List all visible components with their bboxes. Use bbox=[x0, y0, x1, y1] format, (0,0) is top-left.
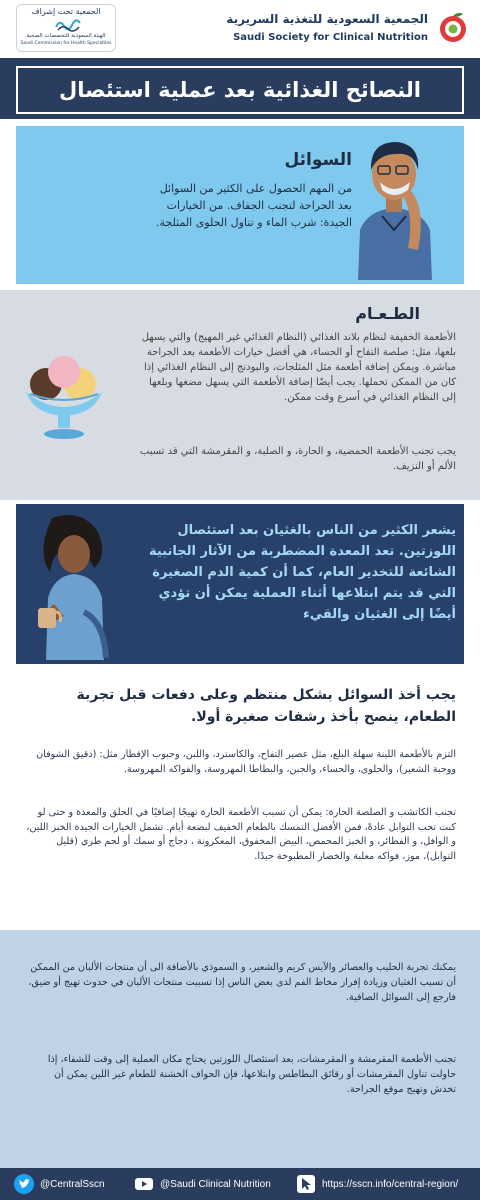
dairy-body-2: تجنب الأطعمة المقرمشة و المقرمشات، بعد استئصال اللوزتين يحتاج مكان العملية إلى وقت للشفاء، إذا حاولت تناول المقرمشات أو رقائق البطاطس وابتلاعها، فإن الحواف الخشنة للطعام غير اللين يمكن أن تخدش وتهيج موقع الجراحة. bbox=[47, 1054, 456, 1095]
youtube-channel: @Saudi Clinical Nutrition bbox=[160, 1178, 271, 1190]
supervision-label: الجمعية تحت إشراف bbox=[31, 7, 101, 16]
fluids-section bbox=[0, 122, 480, 290]
youtube-link[interactable] bbox=[134, 1174, 271, 1194]
footer bbox=[0, 1168, 480, 1200]
title-frame bbox=[16, 66, 464, 114]
title-band bbox=[0, 58, 480, 122]
gradual-section bbox=[0, 670, 480, 930]
sscn-logo bbox=[226, 8, 470, 52]
scfhs-name-en: Saudi Commission for Health Specialties bbox=[20, 41, 112, 46]
food-body-2: يجب تجنب الأطعمة الحمضية، و الحارة، و الصلبة، و المقرمشة التي قد تسبب الألم أو النزيف. bbox=[139, 446, 456, 472]
food-section bbox=[0, 290, 480, 500]
dairy-body-1: يمكنك تجربة الحليب والعصائر والآيس كريم والشعير، و السموذي بالأضافة الى أن منتجات الألبان من الممكن أن تسبب الغثيان وزيادة إفراز مخاط الفم لدى بعض الناس إذا تسببت منتجات الألبان في حدوث تهيج أو ضيق، فارجع إلى السوائل الصافية. bbox=[28, 962, 456, 1003]
gradual-body-1: التزم بالأطعمة اللينة سهلة البلع، مثل عصير التفاح، والكاسترد، واللبن، وحبوب الإفطار مثل: (دقيق الشوفان ووجبة الشعير)، والحلوى، والحساء، والجبن، والبطاطا المهروسة، والفواكه المهروسة. bbox=[36, 749, 456, 775]
food-body-1: الأطعمة الخفيفة لنظام بلاند الغذائي (النظام الغذائي غير المهيج) والتي يسهل بلعها، مثل: صلصة التفاح أو الحساء، هي أفضل خيارات الأطعمة بعد الجراحة مباشرة. ويمكن إضافة أطعمة مثل المثلجات، والبودنج إلى النظام الغذائي إذا كان من الممكن تحملها. يجب أيضًا إضافة الأطعمة التي يسهل مضغها وبلعها إلى النظام الغذائي في أسرع وقت ممكن. bbox=[141, 332, 456, 403]
cursor-icon bbox=[296, 1174, 316, 1194]
ice-cream-bowl-illustration bbox=[24, 352, 104, 442]
twitter-icon bbox=[14, 1174, 34, 1194]
website-link[interactable] bbox=[296, 1174, 458, 1194]
nausea-section bbox=[0, 500, 480, 670]
website-url: https://sscn.info/central-region/ bbox=[322, 1178, 459, 1190]
sscn-apple-icon bbox=[436, 10, 470, 44]
food-heading: الطـعـام bbox=[355, 304, 420, 323]
page-title: النصائح الغذائية بعد عملية استئصال bbox=[59, 78, 421, 102]
scfhs-wave-icon bbox=[55, 18, 81, 32]
dairy-section bbox=[0, 930, 480, 1168]
scfhs-logo bbox=[16, 4, 116, 52]
nausea-body: يشعر الكثير من الناس بالغثيان بعد استئصال اللوزتين. تعد المعدة المضطربة من الآثار الجانبية الشائعة للتخدير العام، كما أن كمية الدم الصغيرة التي قد يتم ابتلاعها أثناء العملية يمكن أن تؤدي أيضًا إلى الغثيان والقيء bbox=[148, 523, 456, 622]
header bbox=[0, 0, 480, 58]
twitter-handle: @CentralSscn bbox=[40, 1178, 105, 1190]
sick-person-illustration bbox=[24, 512, 124, 660]
scfhs-name-ar: الهيئة السعودية للتخصصات الصحية bbox=[26, 33, 106, 39]
drinking-person-illustration bbox=[338, 130, 450, 280]
gradual-heading: يجب أخذ السوائل بشكل منتظم وعلى دفعات قبل تجربة الطعام، ينصح بأخذ رشفات صغيرة أولا. bbox=[76, 687, 456, 725]
fluids-heading: السوائل bbox=[284, 150, 352, 170]
fluids-body: من المهم الحصول على الكثير من السوائل بعد الجراحة لتجنب الجفاف. من الخيارات الجيدة: شرب الماء و تناول الحلوى المثلجة. bbox=[156, 182, 352, 229]
gradual-body-2: تجنب الكاتشب و الصلصة الحارة: يمكن أن تسبب الأطعمة الحارة تهيجًا إضافيًا في الحلق والمعدة و حتى لو كنت تحب التوابل عادةً، فمن الأفضل التمسك بالطعام الخفيف لبضعة أيام. تشمل الخيارات الجيدة الخبز اللين، و الوافل، و الفطائر، و الخبز المحمص، البيض المخفوق، المعكرونة ، دجاج أو سمك أو لحم طري (قليل التوابل)، موز، فواكه معلبة والخضار المطبوخة جيدًا. bbox=[26, 807, 456, 862]
youtube-icon bbox=[134, 1174, 154, 1194]
org-name-ar: الجمعية السعودية للتغذية السريرية bbox=[226, 12, 428, 26]
org-name-en: Saudi Society for Clinical Nutrition bbox=[233, 32, 428, 43]
twitter-link[interactable] bbox=[14, 1174, 105, 1194]
